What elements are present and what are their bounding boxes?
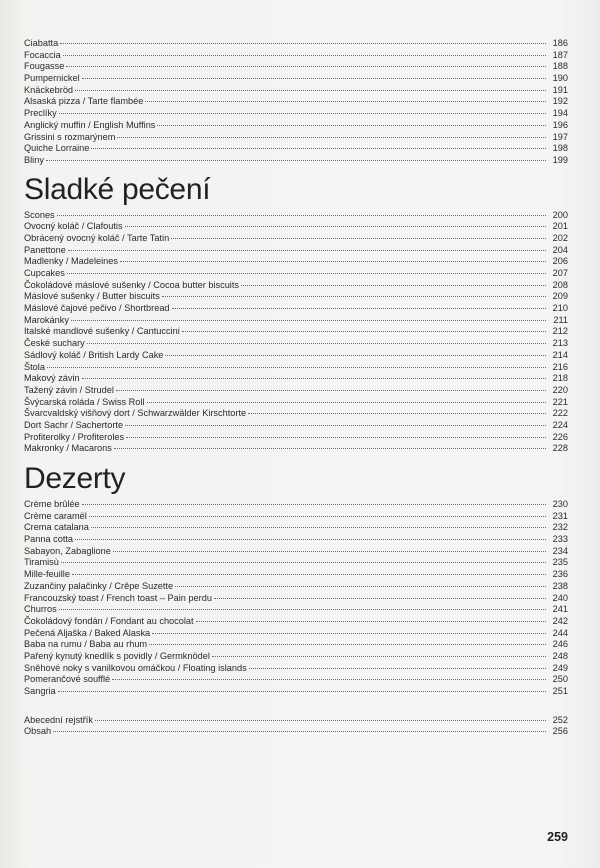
entry-page-number: 240 (552, 592, 568, 603)
entry-page-number: 197 (552, 131, 568, 142)
entry-page-number: 207 (552, 268, 568, 278)
entry-page-number: 224 (552, 419, 568, 430)
entry-page-number: 234 (552, 545, 568, 556)
toc-entry (24, 61, 568, 73)
dot-leader (116, 390, 546, 391)
entry-page-number: 250 (552, 674, 568, 685)
dot-leader (82, 378, 546, 379)
entry-page-number: 220 (552, 384, 568, 395)
entry-title: České suchary (24, 338, 85, 349)
entry-page-number: 235 (552, 557, 568, 568)
dot-leader (58, 691, 546, 692)
toc-entry (24, 408, 568, 420)
dot-leader (125, 226, 546, 227)
dot-leader (71, 320, 546, 321)
toc-entry (24, 674, 568, 686)
entry-page-number: 199 (552, 154, 568, 165)
entry-page-number: 246 (552, 639, 568, 650)
dot-leader (171, 238, 546, 239)
entry-title: Pumpernickel (24, 73, 80, 84)
entry-title: Scones (24, 209, 55, 220)
dot-leader (248, 413, 546, 414)
entry-page-number: 216 (552, 361, 568, 372)
dot-leader (249, 668, 546, 669)
entry-title: Makronky / Macarons (24, 443, 112, 454)
toc-entry (24, 120, 568, 132)
entry-title: Madlenky / Madeleines (24, 256, 118, 267)
entry-title: Zuzančiny palačinky / Crêpe Suzette (24, 580, 174, 591)
dot-leader (196, 621, 546, 622)
dot-leader (75, 90, 546, 91)
toc-entry (24, 715, 568, 727)
entry-title: Panettone (24, 244, 66, 255)
entry-title: Mille-feuille (24, 569, 70, 580)
entry-title: Crema catalana (24, 522, 89, 533)
toc-entry (24, 557, 568, 569)
dot-leader (147, 402, 547, 403)
entry-page-number: 218 (552, 373, 568, 384)
toc-entry (24, 233, 568, 245)
toc-entry (24, 628, 568, 640)
entry-page-number: 190 (552, 73, 568, 84)
toc-section-bread (24, 38, 568, 167)
entry-page-number: 236 (552, 569, 568, 580)
entry-title: Italské mandlové sušenky / Cantuccini (24, 326, 180, 337)
entry-page-number: 204 (552, 244, 568, 255)
dot-leader (63, 55, 546, 56)
dot-leader (75, 539, 546, 540)
toc-entry (24, 593, 568, 605)
entry-page-number: 210 (552, 303, 568, 314)
entry-page-number: 186 (552, 38, 568, 48)
toc-entry (24, 499, 568, 511)
dot-leader (59, 113, 546, 114)
entry-title: Švýcarská roláda / Swiss Roll (24, 396, 145, 407)
toc-section-sladke-peceni (24, 210, 568, 455)
entry-title: Obrácený ovocný koláč / Tarte Tatin (24, 232, 170, 243)
toc-entry (24, 546, 568, 558)
entry-page-number: 198 (552, 143, 568, 154)
entry-title: Čokoládové máslové sušenky / Cocoa butter biscuits (24, 279, 239, 290)
entry-page-number: 241 (552, 604, 568, 615)
dot-leader (120, 261, 546, 262)
toc-entry (24, 663, 568, 675)
toc-entry (24, 432, 568, 444)
entry-page-number: 208 (552, 279, 568, 290)
toc-entry (24, 651, 568, 663)
dot-leader (182, 331, 546, 332)
entry-title: Čokoládový fondán / Fondant au chocolat (24, 615, 194, 626)
entry-title: Grissini s rozmarýnem (24, 131, 116, 142)
toc-entry (24, 511, 568, 523)
toc-entry (24, 569, 568, 581)
dot-leader (89, 516, 546, 517)
entry-page-number: 202 (552, 232, 568, 243)
toc-entry (24, 38, 568, 50)
entry-title: Švarcvaldský višňový dort / Schwarzwälder Kirschtorte (24, 408, 247, 419)
toc-entry (24, 73, 568, 85)
entry-page-number: 214 (552, 349, 568, 360)
entry-page-number: 187 (552, 49, 568, 60)
dot-leader (59, 609, 546, 610)
entry-title: Anglický muffin / English Muffins (24, 119, 156, 130)
entry-title: Sněhové noky s vanilkovou omáčkou / Floating islands (24, 662, 247, 673)
dot-leader (152, 633, 546, 634)
entry-page-number: 209 (552, 291, 568, 302)
entry-page-number: 252 (552, 714, 568, 725)
entry-title: Ciabatta (24, 38, 59, 48)
entry-page-number: 244 (552, 627, 568, 638)
entry-page-number: 256 (552, 726, 568, 737)
entry-title: Pomerančové soufflé (24, 674, 111, 685)
toc-entry (24, 132, 568, 144)
entry-page-number: 211 (553, 314, 568, 325)
entry-title: Pařený kynutý knedlík s povidly / Germknödel (24, 650, 210, 661)
table-of-contents (24, 38, 568, 738)
toc-entry (24, 315, 568, 327)
entry-page-number: 194 (552, 108, 568, 119)
entry-page-number: 231 (552, 510, 568, 521)
entry-page-number: 192 (552, 96, 568, 107)
section-heading-dezerty: Dezerty (24, 462, 126, 495)
entry-title: Obsah (24, 726, 52, 737)
toc-entry (24, 397, 568, 409)
toc-entry (24, 604, 568, 616)
entry-title: Bliny (24, 154, 44, 165)
entry-page-number: 228 (552, 443, 568, 454)
entry-title: Quiche Lorraine (24, 143, 90, 154)
entry-page-number: 249 (552, 662, 568, 673)
toc-entry (24, 350, 568, 362)
entry-page-number: 221 (552, 396, 568, 407)
toc-entry (24, 522, 568, 534)
entry-title: Dort Sachr / Sachertorte (24, 419, 124, 430)
entry-page-number: 248 (552, 650, 568, 661)
dot-leader (68, 250, 546, 251)
entry-title: Francouzský toast / French toast – Pain perdu (24, 592, 212, 603)
dot-leader (165, 355, 546, 356)
entry-title: Máslové čajové pečivo / Shortbread (24, 303, 170, 314)
toc-entry (24, 50, 568, 62)
section-heading-sladke-peceni: Sladké pečení (24, 172, 211, 206)
toc-entry (24, 326, 568, 338)
entry-title: Baba na rumu / Baba au rhum (24, 639, 148, 650)
entry-title: Makový závin (24, 373, 80, 384)
entry-title: Profiterolky / Profiteroles (24, 431, 125, 442)
entry-page-number: 212 (552, 326, 568, 337)
dot-leader (114, 448, 546, 449)
dot-leader (145, 101, 546, 102)
toc-entry (24, 155, 568, 167)
entry-page-number: 238 (552, 580, 568, 591)
toc-entry (24, 108, 568, 120)
toc-entry (24, 726, 568, 738)
entry-title: Preclíky (24, 108, 57, 119)
dot-leader (157, 125, 546, 126)
dot-leader (112, 679, 546, 680)
dot-leader (113, 551, 546, 552)
dot-leader (241, 285, 546, 286)
entry-page-number: 242 (552, 615, 568, 626)
entry-title: Sádlový koláč / British Lardy Cake (24, 349, 164, 360)
toc-entry (24, 268, 568, 280)
toc-entry (24, 385, 568, 397)
entry-title: Churros (24, 604, 57, 615)
toc-entry (24, 420, 568, 432)
entry-title: Sabayon, Zabaglione (24, 545, 111, 556)
toc-entry (24, 534, 568, 546)
toc-entry (24, 338, 568, 350)
dot-leader (60, 43, 546, 44)
dot-leader (126, 437, 546, 438)
dot-leader (117, 137, 546, 138)
toc-entry (24, 280, 568, 292)
entry-title: Pečená Aljaška / Baked Alaska (24, 627, 151, 638)
dot-leader (91, 148, 546, 149)
toc-entry (24, 256, 568, 268)
toc-entry (24, 303, 568, 315)
entry-title: Fougasse (24, 61, 65, 72)
dot-leader (95, 720, 546, 721)
entry-title: Tiramisù (24, 557, 59, 568)
dot-leader (66, 66, 546, 67)
entry-page-number: 201 (552, 221, 568, 232)
entry-title: Knäckebröd (24, 84, 74, 95)
dot-leader (67, 273, 546, 274)
toc-entry (24, 291, 568, 303)
toc-entry (24, 96, 568, 108)
entry-title: Ovocný koláč / Clafoutis (24, 221, 123, 232)
entry-page-number: 213 (552, 338, 568, 349)
dot-leader (82, 504, 546, 505)
dot-leader (91, 527, 546, 528)
entry-title: Focaccia (24, 49, 61, 60)
dot-leader (212, 656, 546, 657)
page-number: 259 (547, 830, 568, 844)
toc-entry (24, 143, 568, 155)
toc-section-dezerty (24, 499, 568, 698)
toc-entry (24, 362, 568, 374)
entry-page-number: 188 (552, 61, 568, 72)
entry-page-number: 200 (552, 209, 568, 220)
entry-title: Sangria (24, 686, 56, 696)
entry-title: Alsaská pizza / Tarte flambée (24, 96, 144, 107)
dot-leader (53, 731, 546, 732)
entry-page-number: 222 (552, 408, 568, 419)
toc-entry (24, 443, 568, 455)
entry-title: Crème caramël (24, 510, 87, 521)
entry-page-number: 251 (552, 686, 568, 696)
dot-leader (125, 425, 546, 426)
dot-leader (72, 574, 546, 575)
toc-entry (24, 373, 568, 385)
entry-page-number: 196 (552, 119, 568, 130)
entry-title: Štola (24, 361, 45, 372)
entry-title: Panna cotta (24, 534, 74, 545)
entry-page-number: 191 (552, 84, 568, 95)
toc-entry (24, 245, 568, 257)
dot-leader (162, 296, 546, 297)
dot-leader (61, 562, 546, 563)
dot-leader (172, 308, 546, 309)
toc-entry (24, 686, 568, 698)
entry-title: Marokánky (24, 314, 69, 325)
dot-leader (47, 367, 546, 368)
dot-leader (46, 160, 546, 161)
toc-entry (24, 85, 568, 97)
toc-section-appendix (24, 715, 568, 738)
entry-page-number: 232 (552, 522, 568, 533)
entry-page-number: 206 (552, 256, 568, 267)
toc-entry (24, 581, 568, 593)
dot-leader (87, 343, 546, 344)
dot-leader (175, 586, 546, 587)
toc-entry (24, 639, 568, 651)
entry-title: Cupcakes (24, 268, 65, 278)
dot-leader (82, 78, 546, 79)
toc-entry (24, 210, 568, 222)
entry-page-number: 230 (552, 499, 568, 509)
dot-leader (57, 215, 546, 216)
toc-entry (24, 221, 568, 233)
entry-title: Máslové sušenky / Butter biscuits (24, 291, 160, 302)
entry-title: Tažený závin / Strudel (24, 384, 114, 395)
entry-page-number: 233 (552, 534, 568, 545)
entry-page-number: 226 (552, 431, 568, 442)
dot-leader (214, 598, 546, 599)
toc-entry (24, 616, 568, 628)
entry-title: Abecední rejstřík (24, 714, 93, 725)
entry-title: Crème brûlée (24, 499, 80, 509)
dot-leader (149, 644, 546, 645)
